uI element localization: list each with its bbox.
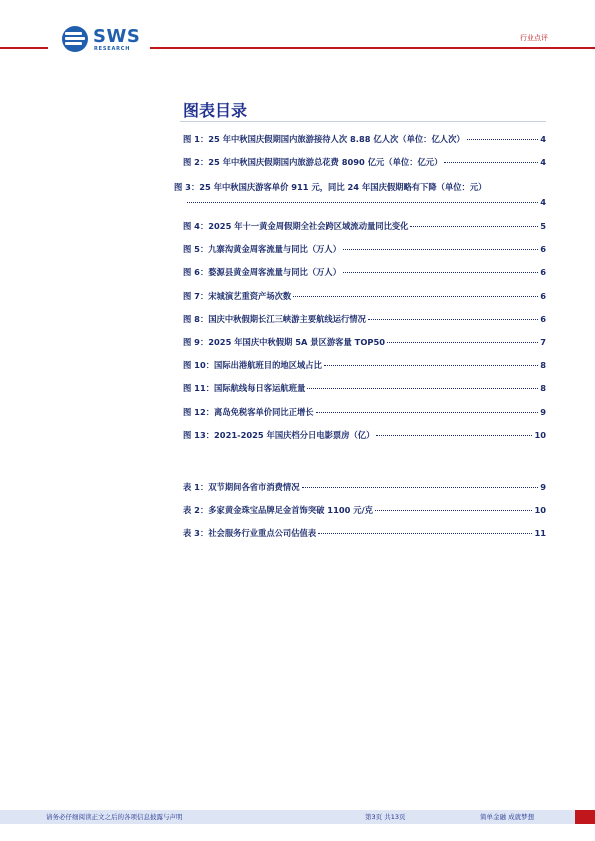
toc-figures-list-b [183, 220, 546, 452]
footer-accent [575, 810, 595, 824]
toc-entry-page: 11 [534, 528, 546, 539]
logo-subtext: RESEARCH [94, 46, 131, 52]
header-rule-right [150, 47, 595, 49]
toc-leader-dots [302, 487, 539, 488]
toc-entry[interactable] [183, 406, 546, 429]
toc-entry[interactable] [183, 429, 546, 452]
toc-entry[interactable] [183, 336, 546, 359]
toc-entry-label: 图 9：2025 年国庆中秋假期 5A 景区游客量 TOP50 [183, 336, 385, 347]
toc-entry[interactable] [183, 359, 546, 382]
logo-mark-icon [62, 26, 88, 52]
toc-entry-page: 8 [540, 360, 546, 371]
toc-entry-page: 8 [540, 383, 546, 394]
footer-disclaimer: 请务必仔细阅读正文之后的各项信息披露与声明 [46, 813, 183, 821]
toc-entry-page: 6 [540, 290, 546, 301]
toc-leader-dots [318, 533, 532, 534]
toc-leader-dots [307, 388, 538, 389]
toc-entry[interactable] [183, 156, 546, 179]
toc-entry-page: 9 [540, 482, 546, 492]
toc-entry[interactable] [183, 504, 546, 527]
footer-slogan: 简单金融 成就梦想 [480, 813, 535, 821]
toc-entry[interactable] [183, 527, 546, 550]
toc-title-rule [180, 121, 546, 122]
toc-entry[interactable] [183, 481, 546, 504]
toc-leader-dots [467, 139, 539, 140]
toc-entry-page: 5 [540, 221, 546, 231]
toc-entry-label: 图 6：婺源县黄金周客流量与同比（万人） [183, 267, 342, 278]
footer-page-info: 第3页 共13页 [365, 813, 406, 821]
toc-entry-page: 10 [534, 505, 546, 516]
sws-logo [62, 26, 142, 56]
toc-leader-dots [316, 412, 539, 413]
toc-leader-dots [375, 510, 533, 511]
toc-entry[interactable] [183, 313, 546, 336]
toc-leader-dots [343, 249, 538, 250]
toc-entry-page: 7 [540, 336, 546, 347]
toc-entry-label: 图 13：2021-2025 年国庆档分日电影票房（亿） [183, 429, 375, 440]
toc-entry-label: 图 4：2025 年十一黄金周假期全社会跨区域流动量同比变化 [183, 221, 409, 231]
toc-entry-label: 表 3：社会服务行业重点公司估值表 [183, 528, 317, 539]
toc-leader-dots [376, 435, 532, 436]
toc-title: 图表目录 [183, 101, 248, 120]
toc-entry[interactable] [183, 266, 546, 289]
toc-leader-dots [187, 202, 538, 203]
toc-tables-list [183, 481, 546, 551]
toc-entry-page: 6 [540, 313, 546, 324]
toc-entry-label: 图 2：25 年中秋国庆假期国内旅游总花费 8090 亿元（单位：亿元） [183, 157, 443, 168]
toc-entry-page: 6 [540, 267, 546, 278]
toc-entry-page: 4 [540, 157, 546, 168]
toc-entry-label: 图 12：离岛免税客单价同比正增长 [183, 406, 314, 417]
toc-entry[interactable] [183, 133, 546, 156]
logo-text: SWS [93, 26, 141, 47]
toc-entry-label: 表 2：多家黄金珠宝品牌足金首饰突破 1100 元/克 [183, 505, 373, 516]
toc-entry-label: 表 1：双节期间各省市消费情况 [183, 482, 300, 492]
toc-figures-list-a [183, 133, 546, 179]
toc-entry[interactable] [174, 181, 546, 213]
toc-entry-label: 图 11：国际航线每日客运航班量 [183, 383, 306, 394]
toc-entry-label: 图 3：25 年中秋国庆游客单价 911 元，同比 24 年国庆假期略有下降（单位：元） [174, 182, 487, 192]
toc-entry-page: 9 [540, 406, 546, 417]
toc-entry-label: 图 1：25 年中秋国庆假期国内旅游接待人次 8.88 亿人次（单位：亿人次） [183, 134, 465, 144]
toc-leader-dots [343, 272, 538, 273]
toc-entry-label: 图 7：宋城演艺重资产场次数 [183, 290, 292, 301]
toc-leader-dots [410, 226, 538, 227]
toc-entry-page: 10 [534, 429, 546, 440]
toc-leader-dots [387, 342, 538, 343]
toc-entry-label: 图 8：国庆中秋假期长江三峡游主要航线运行情况 [183, 313, 366, 324]
report-type: 行业点评 [520, 34, 548, 42]
toc-entry-label: 图 10：国际出港航班目的地区域占比 [183, 360, 322, 371]
toc-entry-label: 图 5：九寨沟黄金周客流量与同比（万人） [183, 244, 342, 255]
toc-entry-page: 6 [540, 244, 546, 255]
header-rule-left [0, 47, 48, 49]
toc-entry[interactable] [183, 382, 546, 405]
toc-entry[interactable] [183, 290, 546, 313]
toc-leader-dots [324, 365, 538, 366]
toc-leader-dots [293, 296, 538, 297]
toc-entry-page: 4 [540, 134, 546, 144]
toc-entry[interactable] [183, 243, 546, 266]
toc-entry-page: 4 [540, 197, 546, 207]
toc-leader-dots [368, 319, 538, 320]
toc-leader-dots [444, 162, 538, 163]
toc-entry[interactable] [183, 220, 546, 243]
